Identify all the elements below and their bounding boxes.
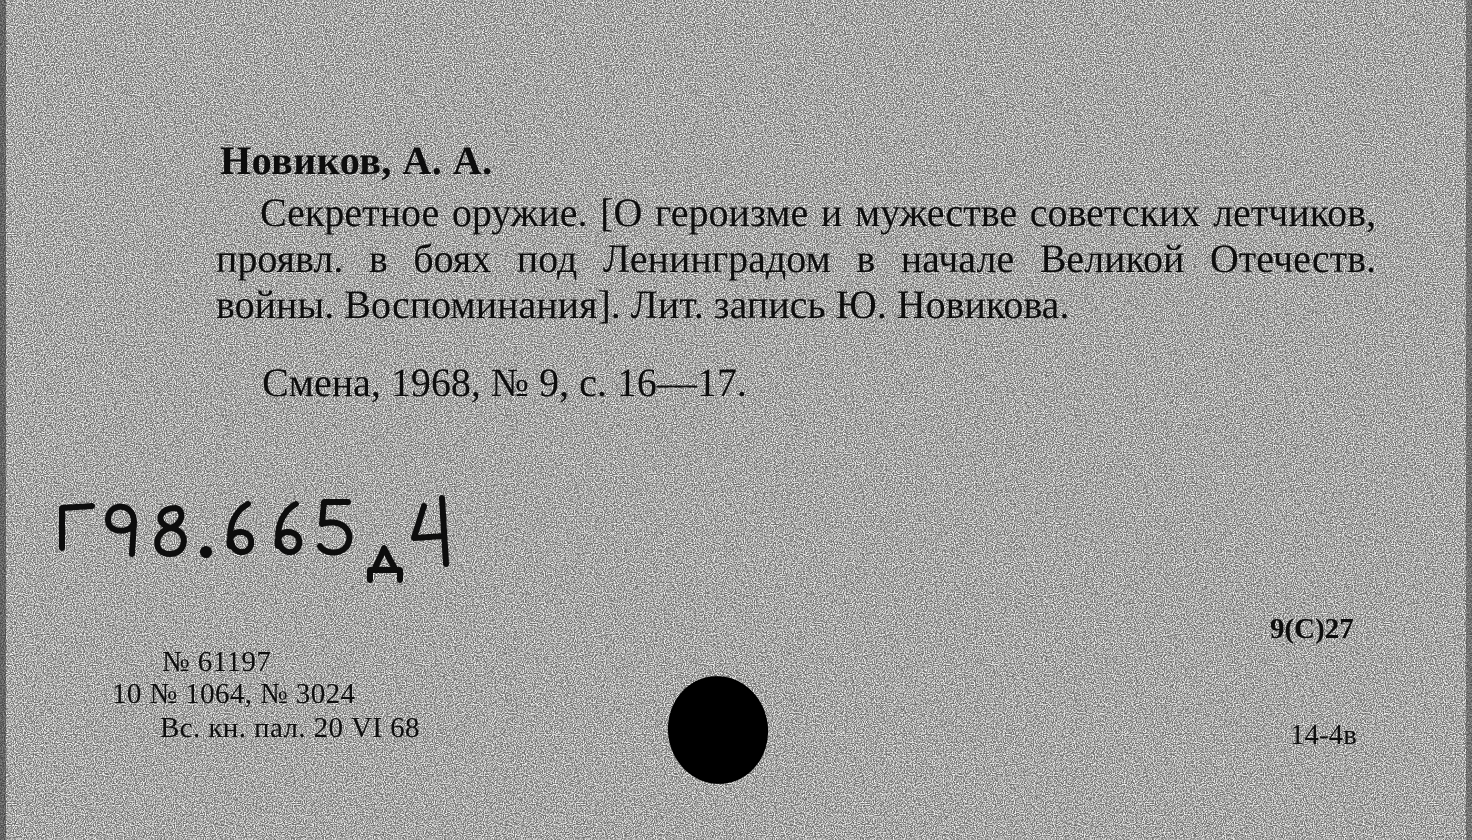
source-citation: Смена, 1968, № 9, с. 16—17. — [262, 360, 747, 405]
registration-number: № 61197 — [162, 646, 272, 678]
author-heading: Новиков, А. А. — [220, 138, 493, 183]
registration-numbers: 10 № 1064, № 3024 — [112, 678, 356, 710]
handwritten-shelf-mark — [52, 488, 492, 588]
card-code: 14-4в — [1290, 719, 1357, 751]
classification-index: 9(С)27 — [1270, 613, 1354, 645]
book-chamber-date: Вс. кн. пал. 20 VI 68 — [160, 712, 420, 744]
bibliographic-description: Секретное оружие. [О героизме и мужестве советских летчиков, проявл. в боях под Ленинградом в начале Великой Отечеств. войны. Воспоминания]. Лит. запись Ю. Новикова. — [216, 190, 1376, 327]
